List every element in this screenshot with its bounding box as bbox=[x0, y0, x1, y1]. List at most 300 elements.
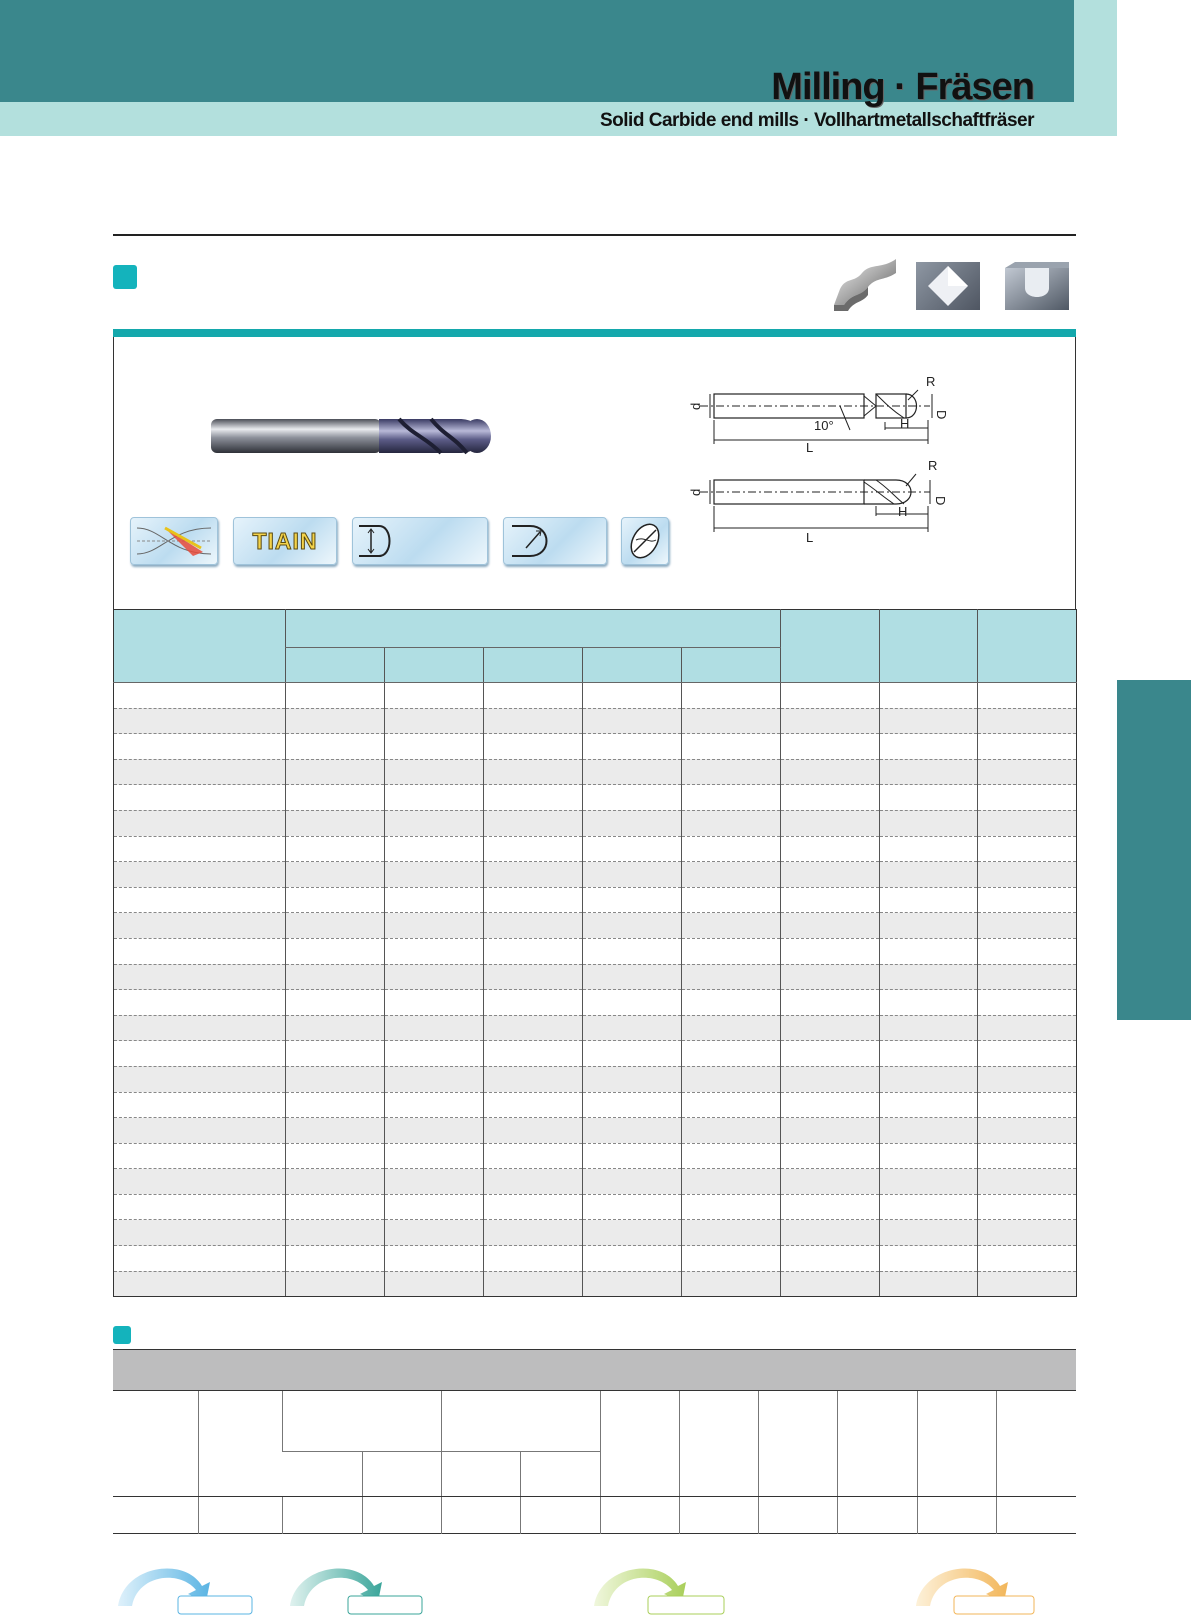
table-cell bbox=[880, 1220, 978, 1246]
table-cell bbox=[286, 1066, 385, 1092]
table-cell bbox=[484, 836, 583, 862]
table-row bbox=[114, 785, 1077, 811]
table-cell bbox=[682, 913, 781, 939]
table-cell bbox=[583, 1246, 682, 1272]
table-cell bbox=[385, 887, 484, 913]
table-cell bbox=[583, 708, 682, 734]
section-marker-icon bbox=[113, 265, 137, 289]
table-cell bbox=[114, 785, 286, 811]
table-cell bbox=[781, 1194, 880, 1220]
table-cell bbox=[682, 1066, 781, 1092]
table-cell bbox=[114, 683, 286, 709]
table-cell bbox=[583, 1015, 682, 1041]
table-row bbox=[114, 1041, 1077, 1067]
cutting-cell bbox=[759, 1497, 838, 1534]
table-cell bbox=[114, 1041, 286, 1067]
table-cell bbox=[286, 862, 385, 888]
table-cell bbox=[484, 862, 583, 888]
table-cell bbox=[781, 1041, 880, 1067]
table-cell bbox=[781, 1271, 880, 1297]
subheader-cell bbox=[583, 648, 682, 683]
subheader-cell bbox=[385, 648, 484, 683]
table-cell bbox=[286, 708, 385, 734]
table-cell bbox=[484, 1092, 583, 1118]
table-cell bbox=[978, 913, 1077, 939]
table-cell bbox=[385, 1066, 484, 1092]
table-cell bbox=[781, 1246, 880, 1272]
table-cell bbox=[978, 1169, 1077, 1195]
cutting-header-group bbox=[441, 1391, 600, 1452]
cutting-header-cell bbox=[679, 1391, 758, 1497]
table-cell bbox=[880, 785, 978, 811]
table-cell bbox=[682, 810, 781, 836]
table-cell bbox=[583, 683, 682, 709]
table-cell bbox=[781, 1143, 880, 1169]
table-cell bbox=[583, 1194, 682, 1220]
table-cell bbox=[114, 1015, 286, 1041]
table-row bbox=[114, 887, 1077, 913]
table-row bbox=[114, 810, 1077, 836]
table-cell bbox=[114, 1066, 286, 1092]
table-cell bbox=[286, 1092, 385, 1118]
table-cell bbox=[978, 964, 1077, 990]
face-milling-icon bbox=[916, 262, 980, 310]
table-cell bbox=[484, 734, 583, 760]
coating-badge bbox=[233, 517, 337, 565]
table-cell bbox=[682, 862, 781, 888]
cutting-cell bbox=[441, 1497, 520, 1534]
cutting-header-cell bbox=[838, 1391, 917, 1497]
table-cell bbox=[682, 1092, 781, 1118]
table-cell bbox=[781, 708, 880, 734]
table-cell bbox=[978, 1220, 1077, 1246]
table-cell bbox=[682, 1143, 781, 1169]
drawing-label-d-large: D bbox=[934, 410, 949, 420]
subheader-cell bbox=[286, 648, 385, 683]
cutting-header-cell bbox=[113, 1391, 198, 1497]
table-cell bbox=[114, 938, 286, 964]
chapter-tab bbox=[1117, 680, 1191, 1020]
table-cell bbox=[978, 1092, 1077, 1118]
table-cell bbox=[385, 1118, 484, 1144]
table-cell bbox=[583, 1220, 682, 1246]
header-cell-col7 bbox=[781, 610, 880, 683]
slot-milling-icon bbox=[1005, 262, 1069, 310]
table-cell bbox=[385, 810, 484, 836]
table-cell bbox=[286, 1246, 385, 1272]
table-cell bbox=[682, 1041, 781, 1067]
table-cell bbox=[583, 1066, 682, 1092]
table-cell bbox=[385, 1041, 484, 1067]
table-cell bbox=[583, 938, 682, 964]
table-cell bbox=[114, 1118, 286, 1144]
table-row bbox=[114, 990, 1077, 1016]
table-cell bbox=[880, 1041, 978, 1067]
table-cell bbox=[583, 1143, 682, 1169]
table-cell bbox=[286, 1015, 385, 1041]
table-cell bbox=[880, 913, 978, 939]
table-cell bbox=[781, 887, 880, 913]
table-cell bbox=[385, 1169, 484, 1195]
cutting-data-row bbox=[113, 1497, 1076, 1534]
table-cell bbox=[385, 708, 484, 734]
table-cell bbox=[781, 964, 880, 990]
table-cell bbox=[114, 1271, 286, 1297]
table-cell bbox=[583, 990, 682, 1016]
cutting-header-cell bbox=[600, 1391, 679, 1497]
table-cell bbox=[286, 759, 385, 785]
table-cell bbox=[484, 938, 583, 964]
table-cell bbox=[682, 964, 781, 990]
cutting-cell bbox=[838, 1497, 917, 1534]
table-cell bbox=[484, 1271, 583, 1297]
table-cell bbox=[978, 810, 1077, 836]
end-mill-photo bbox=[209, 414, 495, 458]
header-cell-col9 bbox=[978, 610, 1077, 683]
table-row bbox=[114, 836, 1077, 862]
header-cell-code bbox=[114, 610, 286, 683]
cutting-cell bbox=[362, 1497, 441, 1534]
table-cell bbox=[682, 734, 781, 760]
table-cell bbox=[880, 1092, 978, 1118]
table-cell bbox=[781, 1169, 880, 1195]
drawing2-label-d-large: D bbox=[933, 496, 948, 506]
table-cell bbox=[385, 836, 484, 862]
drawing-label-r: R bbox=[926, 374, 936, 389]
table-cell bbox=[978, 862, 1077, 888]
table-cell bbox=[583, 1169, 682, 1195]
table-cell bbox=[385, 913, 484, 939]
table-cell bbox=[286, 1169, 385, 1195]
table-cell bbox=[484, 1066, 583, 1092]
table-cell bbox=[682, 708, 781, 734]
table-cell bbox=[781, 913, 880, 939]
table-cell bbox=[880, 1194, 978, 1220]
table-cell bbox=[880, 759, 978, 785]
table-cell bbox=[583, 887, 682, 913]
table-cell bbox=[781, 990, 880, 1016]
cutting-title-row bbox=[113, 1350, 1076, 1391]
table-row bbox=[114, 862, 1077, 888]
table-cell bbox=[682, 990, 781, 1016]
cutting-subheader-cell bbox=[521, 1452, 600, 1497]
table-cell bbox=[583, 759, 682, 785]
table-cell bbox=[286, 683, 385, 709]
table-cell bbox=[978, 734, 1077, 760]
table-cell bbox=[781, 1118, 880, 1144]
table-cell bbox=[114, 862, 286, 888]
table-cell bbox=[484, 683, 583, 709]
table-cell bbox=[484, 1194, 583, 1220]
table-row bbox=[114, 1169, 1077, 1195]
curved-arrow-orange-icon bbox=[912, 1556, 1052, 1617]
table-cell bbox=[484, 1220, 583, 1246]
table-cell bbox=[385, 785, 484, 811]
table-cell bbox=[978, 1041, 1077, 1067]
table-cell bbox=[385, 1015, 484, 1041]
table-row bbox=[114, 964, 1077, 990]
table-cell bbox=[880, 836, 978, 862]
table-cell bbox=[114, 887, 286, 913]
table-cell bbox=[682, 1015, 781, 1041]
table-cell bbox=[682, 1169, 781, 1195]
table-cell bbox=[880, 1143, 978, 1169]
table-cell bbox=[682, 887, 781, 913]
ball-radius-icon bbox=[503, 517, 607, 565]
table-cell bbox=[484, 1246, 583, 1272]
table-row bbox=[114, 913, 1077, 939]
drawing-label-h: H bbox=[900, 416, 910, 431]
table-cell bbox=[286, 887, 385, 913]
table-cell bbox=[484, 1118, 583, 1144]
table-cell bbox=[781, 1220, 880, 1246]
table-cell bbox=[880, 1118, 978, 1144]
table-cell bbox=[880, 1246, 978, 1272]
table-cell bbox=[978, 1015, 1077, 1041]
cutting-cell bbox=[679, 1497, 758, 1534]
table-cell bbox=[682, 785, 781, 811]
drawing-standard bbox=[680, 460, 960, 546]
table-cell bbox=[114, 734, 286, 760]
page-title: Milling · Fräsen bbox=[771, 66, 1034, 108]
curved-arrow-green-icon bbox=[590, 1556, 730, 1617]
table-cell bbox=[978, 938, 1077, 964]
table-cell bbox=[880, 1015, 978, 1041]
cutting-header-cell bbox=[917, 1391, 996, 1497]
table-cell bbox=[286, 1271, 385, 1297]
table-cell bbox=[682, 1271, 781, 1297]
table-cell bbox=[682, 1118, 781, 1144]
subheader-cell bbox=[682, 648, 781, 683]
table-cell bbox=[114, 708, 286, 734]
table-cell bbox=[880, 1169, 978, 1195]
curved-arrow-teal-icon bbox=[286, 1556, 426, 1617]
table-row bbox=[114, 1118, 1077, 1144]
table-cell bbox=[978, 1066, 1077, 1092]
drawing2-label-h: H bbox=[898, 504, 908, 519]
table-cell bbox=[484, 1143, 583, 1169]
table-cell bbox=[286, 1194, 385, 1220]
table-cell bbox=[286, 913, 385, 939]
curved-arrow-blue-icon bbox=[114, 1556, 254, 1617]
table-cell bbox=[583, 836, 682, 862]
table-cell bbox=[880, 683, 978, 709]
table-row bbox=[114, 734, 1077, 760]
table-cell bbox=[682, 1246, 781, 1272]
table-cell bbox=[114, 1246, 286, 1272]
table-cell bbox=[583, 785, 682, 811]
cutting-cell bbox=[521, 1497, 600, 1534]
table-cell bbox=[978, 1271, 1077, 1297]
table-cell bbox=[781, 836, 880, 862]
table-cell bbox=[385, 1246, 484, 1272]
table-cell bbox=[385, 683, 484, 709]
table-cell bbox=[484, 1169, 583, 1195]
table-cell bbox=[682, 836, 781, 862]
cutting-subheader-cell bbox=[441, 1452, 520, 1497]
helix-angle-icon bbox=[130, 517, 218, 565]
flute-type-icon bbox=[621, 517, 669, 565]
profile-milling-icon bbox=[832, 255, 898, 311]
table-cell bbox=[583, 862, 682, 888]
table-cell bbox=[583, 964, 682, 990]
cutting-header-group bbox=[283, 1391, 442, 1452]
table-cell bbox=[880, 990, 978, 1016]
table-cell bbox=[114, 836, 286, 862]
table-cell bbox=[781, 1015, 880, 1041]
table-cell bbox=[682, 1194, 781, 1220]
table-cell bbox=[682, 938, 781, 964]
table-cell bbox=[286, 1143, 385, 1169]
table-cell bbox=[880, 708, 978, 734]
table-cell bbox=[114, 1220, 286, 1246]
cutting-header-cell bbox=[997, 1391, 1076, 1497]
table-cell bbox=[114, 1169, 286, 1195]
table-cell bbox=[880, 887, 978, 913]
table-cell bbox=[978, 708, 1077, 734]
table-cell bbox=[880, 810, 978, 836]
table-cell bbox=[781, 759, 880, 785]
cutting-cell bbox=[600, 1497, 679, 1534]
table-cell bbox=[484, 810, 583, 836]
table-cell bbox=[385, 1092, 484, 1118]
table-cell bbox=[385, 1271, 484, 1297]
table-cell bbox=[583, 1271, 682, 1297]
table-row bbox=[114, 1271, 1077, 1297]
table-cell bbox=[484, 913, 583, 939]
table-cell bbox=[978, 887, 1077, 913]
table-row bbox=[114, 683, 1077, 709]
table-cell bbox=[583, 1092, 682, 1118]
table-cell bbox=[781, 938, 880, 964]
table-cell bbox=[385, 964, 484, 990]
table-cell bbox=[583, 1041, 682, 1067]
header-cell-col8 bbox=[880, 610, 978, 683]
table-cell bbox=[781, 683, 880, 709]
dimensions-table bbox=[113, 609, 1077, 1297]
table-cell bbox=[781, 785, 880, 811]
table-cell bbox=[385, 862, 484, 888]
table-cell bbox=[286, 1041, 385, 1067]
drawing2-label-r: R bbox=[928, 460, 938, 473]
table-cell bbox=[385, 734, 484, 760]
table-cell bbox=[286, 1220, 385, 1246]
table-row bbox=[114, 938, 1077, 964]
table-cell bbox=[385, 938, 484, 964]
table-cell bbox=[286, 990, 385, 1016]
table-cell bbox=[978, 1143, 1077, 1169]
table-cell bbox=[781, 734, 880, 760]
table-row bbox=[114, 1092, 1077, 1118]
cutting-cell bbox=[997, 1497, 1076, 1534]
table-cell bbox=[484, 964, 583, 990]
table-cell bbox=[682, 1220, 781, 1246]
table-cell bbox=[114, 1143, 286, 1169]
page-subtitle: Solid Carbide end mills · Vollhartmetallschaftfräser bbox=[600, 110, 1034, 131]
table-cell bbox=[682, 759, 781, 785]
cutting-section-marker-icon bbox=[113, 1326, 131, 1344]
table-cell bbox=[114, 990, 286, 1016]
table-cell bbox=[114, 964, 286, 990]
header-band-edge bbox=[1074, 0, 1117, 136]
table-cell bbox=[978, 759, 1077, 785]
drawing-long-neck bbox=[680, 374, 960, 460]
table-row bbox=[114, 1143, 1077, 1169]
table-row bbox=[114, 1194, 1077, 1220]
cutting-data-table bbox=[113, 1349, 1076, 1534]
table-row bbox=[114, 708, 1077, 734]
cutting-cell bbox=[113, 1497, 198, 1534]
table-cell bbox=[286, 734, 385, 760]
drawing-label-angle: 10° bbox=[814, 418, 834, 433]
table-row bbox=[114, 1015, 1077, 1041]
table-header-row bbox=[114, 610, 1077, 648]
section-rule bbox=[113, 234, 1076, 236]
table-row bbox=[114, 1246, 1077, 1272]
table-cell bbox=[484, 708, 583, 734]
drawing-label-d-small: d bbox=[688, 402, 703, 410]
table-cell bbox=[286, 964, 385, 990]
table-cell bbox=[880, 964, 978, 990]
table-cell bbox=[880, 1066, 978, 1092]
cutting-header-cell bbox=[198, 1391, 282, 1497]
table-cell bbox=[286, 836, 385, 862]
table-cell bbox=[781, 1092, 880, 1118]
drawing2-label-d-small: d bbox=[688, 488, 703, 496]
cutting-header-row bbox=[113, 1391, 1076, 1452]
cutting-subheader-cell bbox=[362, 1452, 441, 1497]
table-cell bbox=[781, 862, 880, 888]
table-cell bbox=[286, 1118, 385, 1144]
table-cell bbox=[978, 683, 1077, 709]
cutting-cell bbox=[283, 1497, 362, 1534]
table-cell bbox=[114, 913, 286, 939]
table-cell bbox=[286, 785, 385, 811]
table-cell bbox=[385, 1220, 484, 1246]
cutting-subheader-cell bbox=[283, 1452, 362, 1497]
table-cell bbox=[114, 1194, 286, 1220]
table-cell bbox=[880, 734, 978, 760]
table-cell bbox=[484, 1015, 583, 1041]
table-cell bbox=[114, 810, 286, 836]
table-cell bbox=[880, 862, 978, 888]
table-cell bbox=[978, 785, 1077, 811]
table-cell bbox=[978, 990, 1077, 1016]
table-cell bbox=[114, 759, 286, 785]
header-cell-dimensions bbox=[286, 610, 781, 648]
cutting-title-band bbox=[113, 1350, 1076, 1391]
table-cell bbox=[484, 1041, 583, 1067]
table-cell bbox=[484, 785, 583, 811]
cutting-cell bbox=[917, 1497, 996, 1534]
table-cell bbox=[978, 1194, 1077, 1220]
product-header-bar bbox=[113, 329, 1076, 337]
table-cell bbox=[286, 938, 385, 964]
table-cell bbox=[385, 1143, 484, 1169]
drawing-label-l: L bbox=[806, 440, 814, 455]
shank-tolerance-icon bbox=[352, 517, 488, 565]
table-cell bbox=[682, 683, 781, 709]
cutting-header-cell bbox=[759, 1391, 838, 1497]
coating-label: TIAIN bbox=[252, 527, 318, 554]
table-cell bbox=[978, 1118, 1077, 1144]
drawing2-label-l: L bbox=[806, 530, 814, 545]
table-cell bbox=[484, 990, 583, 1016]
table-cell bbox=[385, 990, 484, 1016]
table-row bbox=[114, 759, 1077, 785]
table-cell bbox=[781, 810, 880, 836]
table-cell bbox=[385, 1194, 484, 1220]
